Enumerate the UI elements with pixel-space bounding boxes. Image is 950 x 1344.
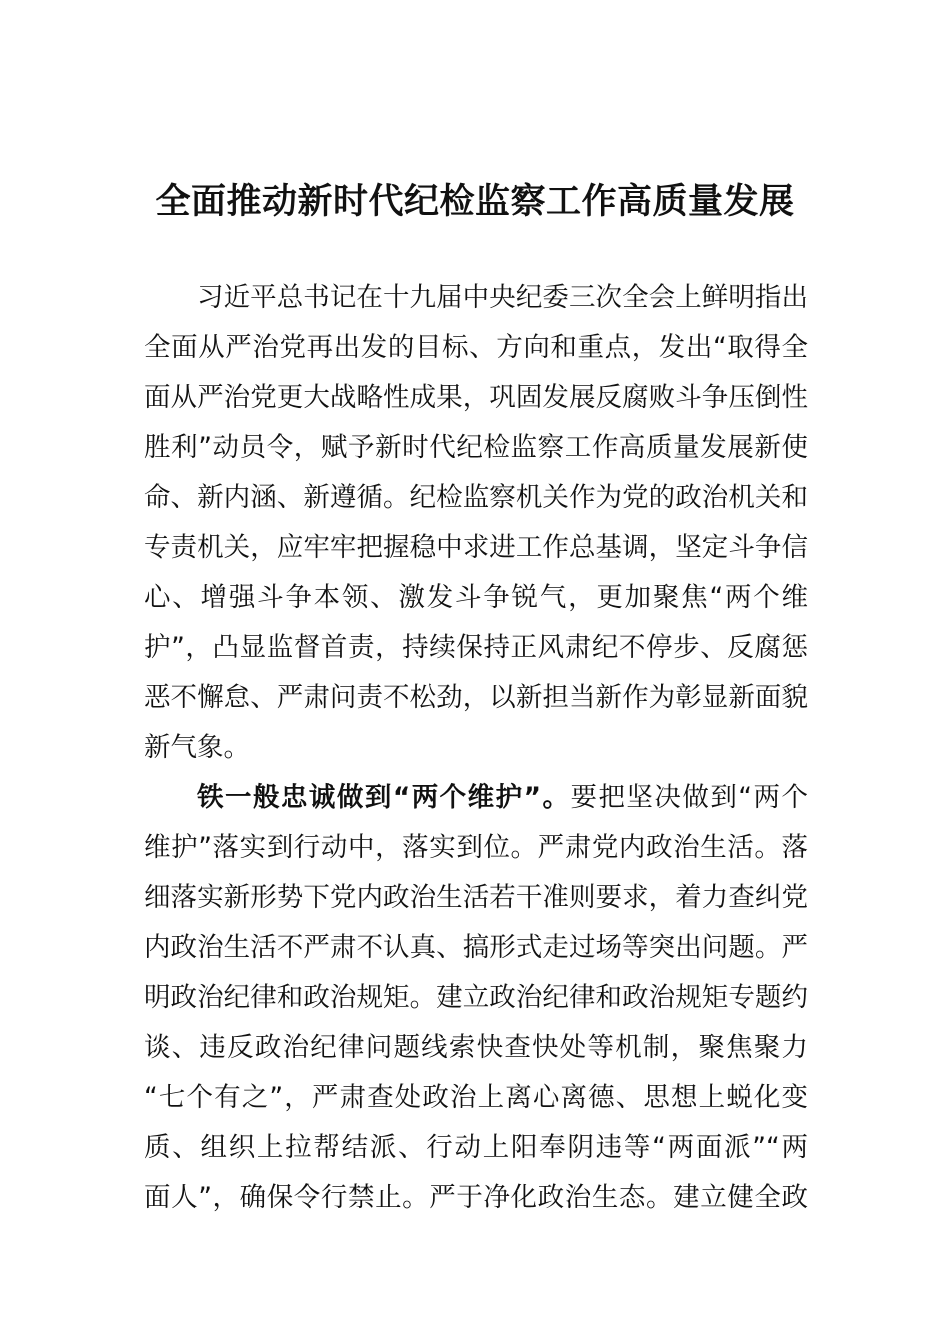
paragraph-1-line: 习近平总书记在十九届中央纪委三次全会上鲜明指出 (197, 282, 808, 313)
paragraph-2-heading: 铁一般忠诚做到“两个维护”。 (197, 782, 571, 813)
paragraph-2-line: 维护”落实到行动中，落实到位。严肃党内政治生活。落 (144, 832, 808, 863)
paragraph-2-line: 面人”，确保令行禁止。严于净化政治生态。建立健全政 (144, 1182, 808, 1213)
paragraph-1-line: 护”，凸显监督首责，持续保持正风肃纪不停步、反腐惩 (144, 632, 808, 663)
paragraph-2-line: 谈、违反政治纪律问题线索快查快处等机制，聚焦聚力 (144, 1032, 808, 1063)
paragraph-1-line: 命、新内涵、新遵循。纪检监察机关作为党的政治机关和 (144, 482, 808, 513)
paragraph-2-line: 明政治纪律和政治规矩。建立政治纪律和政治规矩专题约 (144, 982, 808, 1013)
paragraph-1-line: 面从严治党更大战略性成果，巩固发展反腐败斗争压倒性 (144, 382, 808, 413)
paragraph-2-line: “七个有之”，严肃查处政治上离心离德、思想上蜕化变 (144, 1082, 808, 1113)
document-title: 全面推动新时代纪检监察工作高质量发展 (155, 182, 795, 222)
paragraph-1-line: 恶不懈怠、严肃问责不松劲，以新担当新作为彰显新面貌 (144, 682, 808, 713)
paragraph-2-line: 细落实新形势下党内政治生活若干准则要求，着力查纠党 (144, 882, 808, 913)
paragraph-1-line: 专责机关，应牢牢把握稳中求进工作总基调，坚定斗争信 (144, 532, 808, 563)
paragraph-1-line: 心、增强斗争本领、激发斗争锐气，更加聚焦“两个维 (144, 582, 808, 613)
paragraph-2-first-line (144, 773, 808, 823)
paragraph-2-line: 质、组织上拉帮结派、行动上阳奉阴违等“两面派”“两 (144, 1132, 808, 1163)
paragraph-1-line: 全面从严治党再出发的目标、方向和重点，发出“取得全 (144, 332, 808, 363)
paragraph-1-line: 新气象。 (144, 732, 250, 763)
paragraph-2-first-rest: 要把坚决做到“两个 (570, 782, 808, 813)
paragraph-1-line: 胜利”动员令，赋予新时代纪检监察工作高质量发展新使 (144, 432, 808, 463)
document-body (144, 273, 808, 1223)
paragraph-2-line: 内政治生活不严肃不认真、搞形式走过场等突出问题。严 (144, 932, 808, 963)
